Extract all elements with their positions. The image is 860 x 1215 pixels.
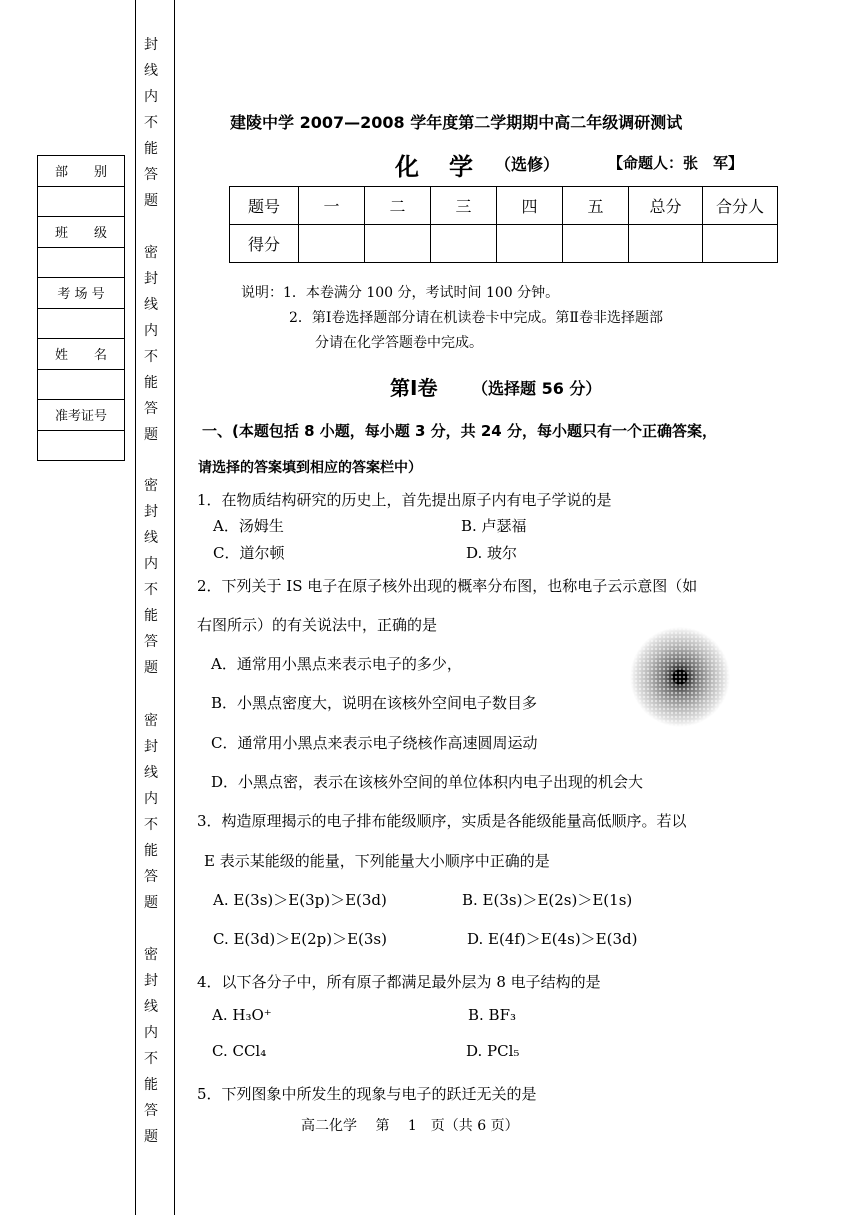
score-header-cell: 四 <box>497 187 563 225</box>
note-line-3: 分请在化学答题卷中完成。 <box>315 335 483 351</box>
seal-character: 答 <box>144 167 158 183</box>
question-3-stem-line-2: E 表示某能级的能量，下列能量大小顺序中正确的是 <box>204 852 550 870</box>
question-4-option-d: D. PCl₅ <box>466 1042 520 1060</box>
score-cell[interactable] <box>703 225 778 263</box>
seal-character: 封 <box>144 973 158 989</box>
seal-character: 密 <box>144 245 158 261</box>
score-cell[interactable] <box>629 225 703 263</box>
seal-character: 能 <box>144 843 158 859</box>
seal-character: 不 <box>144 1051 158 1067</box>
score-row-label: 得分 <box>230 225 299 263</box>
score-cell[interactable] <box>431 225 497 263</box>
section-instruction-1: 一、(本题包括 8 小题，每小题 3 分，共 24 分，每小题只有一个正确答案， <box>202 422 717 440</box>
question-1-stem: 1．在物质结构研究的历史上，首先提出原子内有电子学说的是 <box>197 491 612 509</box>
seal-character: 答 <box>144 1103 158 1119</box>
question-5-stem: 5．下列图象中所发生的现象与电子的跃迁无关的是 <box>197 1085 537 1103</box>
score-header-cell: 合分人 <box>703 187 778 225</box>
seal-character: 线 <box>144 765 158 781</box>
page-footer: 高二化学 第 1 页（共 6 页） <box>301 1118 519 1134</box>
score-cell[interactable] <box>299 225 365 263</box>
score-header-cell: 三 <box>431 187 497 225</box>
score-header-cell: 五 <box>563 187 629 225</box>
score-cell[interactable] <box>365 225 431 263</box>
question-1-option-d: D. 玻尔 <box>466 544 518 562</box>
seal-character: 能 <box>144 608 158 624</box>
seal-character: 题 <box>144 427 158 443</box>
info-field-admission-number[interactable] <box>38 430 125 461</box>
info-label-exam-room: 考 场 号 <box>38 278 125 309</box>
seal-character: 题 <box>144 660 158 676</box>
info-label-department: 部 别 <box>38 156 125 187</box>
subject-title: 化学 <box>395 153 503 181</box>
note-line-2: 2．第Ⅰ卷选择题部分请在机读卷卡中完成。第Ⅱ卷非选择题部 <box>289 310 663 326</box>
question-4-option-b: B. BF₃ <box>468 1006 517 1024</box>
score-cell[interactable] <box>563 225 629 263</box>
info-label-class: 班 级 <box>38 217 125 248</box>
seal-character: 答 <box>144 401 158 417</box>
score-header-row <box>230 187 778 225</box>
question-1-option-b: B. 卢瑟福 <box>461 517 527 535</box>
seal-character: 封 <box>144 271 158 287</box>
seal-character: 能 <box>144 141 158 157</box>
electron-cloud-image <box>630 627 730 727</box>
question-2-option-d: D．小黑点密，表示在该核外空间的单位体积内电子出现的机会大 <box>211 773 644 791</box>
seal-character: 不 <box>144 349 158 365</box>
section-title-note: （选择题 56 分） <box>472 379 602 398</box>
question-4-option-c: C. CCl₄ <box>212 1042 267 1060</box>
section-title: 第Ⅰ卷 <box>390 376 438 400</box>
seal-character: 题 <box>144 193 158 209</box>
author-line: 【命题人：张 军】 <box>608 154 744 172</box>
seal-character: 内 <box>144 323 158 339</box>
info-field-name[interactable] <box>38 369 125 400</box>
score-cell[interactable] <box>497 225 563 263</box>
question-1-option-a: A．汤姆生 <box>213 517 284 535</box>
seal-character: 密 <box>144 478 158 494</box>
seal-text-4 <box>140 708 162 916</box>
seal-character: 线 <box>144 999 158 1015</box>
seal-character: 封 <box>144 504 158 520</box>
question-3-stem-line-1: 3．构造原理揭示的电子排布能级顺序，实质是各能级能量高低顺序。若以 <box>197 812 687 830</box>
info-label-admission-number: 准考证号 <box>38 400 125 431</box>
seal-text-3 <box>140 473 162 681</box>
section-instruction-2: 请选择的答案填到相应的答案栏中） <box>198 460 422 476</box>
info-field-exam-room[interactable] <box>38 308 125 339</box>
seal-character: 答 <box>144 869 158 885</box>
question-3-option-c: C. E(3d)＞E(2p)＞E(3s) <box>213 930 387 948</box>
candidate-info-table <box>37 155 125 461</box>
question-3-option-a: A. E(3s)＞E(3p)＞E(3d) <box>213 891 387 909</box>
seal-character: 密 <box>144 947 158 963</box>
seal-character: 线 <box>144 297 158 313</box>
seal-character: 线 <box>144 63 158 79</box>
score-table <box>229 186 778 263</box>
info-label-name: 姓 名 <box>38 339 125 370</box>
seal-text-2 <box>140 240 162 448</box>
score-header-cell: 一 <box>299 187 365 225</box>
subject-note: （选修） <box>495 155 560 174</box>
question-2-option-c: C．通常用小黑点来表示电子绕核作高速圆周运动 <box>211 734 538 752</box>
seal-character: 不 <box>144 115 158 131</box>
question-4-option-a: A. H₃O⁺ <box>212 1006 272 1024</box>
score-entry-row <box>230 225 778 263</box>
question-2-option-a: A．通常用小黑点来表示电子的多少， <box>211 655 462 673</box>
seal-character: 能 <box>144 1077 158 1093</box>
seal-character: 封 <box>144 37 158 53</box>
seal-character: 内 <box>144 791 158 807</box>
seal-character: 题 <box>144 895 158 911</box>
seal-character: 内 <box>144 89 158 105</box>
seal-text-1 <box>140 32 162 214</box>
score-header-cell: 二 <box>365 187 431 225</box>
seal-character: 答 <box>144 634 158 650</box>
question-2-stem-line-1: 2．下列关于 IS 电子在原子核外出现的概率分布图，也称电子云示意图（如 <box>197 577 698 595</box>
question-2-stem-line-2: 右图所示）的有关说法中，正确的是 <box>197 616 438 634</box>
exam-title: 建陵中学 2007—2008 学年度第二学期期中高二年级调研测试 <box>230 113 683 132</box>
seal-character: 不 <box>144 817 158 833</box>
info-field-class[interactable] <box>38 247 125 278</box>
seal-character: 线 <box>144 530 158 546</box>
info-field-department[interactable] <box>38 186 125 217</box>
seal-character: 题 <box>144 1129 158 1145</box>
score-header-cell: 总分 <box>629 187 703 225</box>
question-3-option-d: D. E(4f)＞E(4s)＞E(3d) <box>467 930 638 948</box>
seal-character: 密 <box>144 713 158 729</box>
note-line-1: 说明：1．本卷满分 100 分，考试时间 100 分钟。 <box>241 285 560 301</box>
question-3-option-b: B. E(3s)＞E(2s)＞E(1s) <box>462 891 633 909</box>
seal-character: 不 <box>144 582 158 598</box>
seal-character: 封 <box>144 739 158 755</box>
seal-character: 内 <box>144 1025 158 1041</box>
seal-text-5 <box>140 942 162 1150</box>
seal-character: 内 <box>144 556 158 572</box>
score-header-cell: 题号 <box>230 187 299 225</box>
binding-line-left <box>135 0 136 1215</box>
binding-line-right <box>174 0 175 1215</box>
question-4-stem: 4．以下各分子中，所有原子都满足最外层为 8 电子结构的是 <box>197 973 601 991</box>
question-2-option-b: B．小黑点密度大，说明在该核外空间电子数目多 <box>211 694 538 712</box>
question-1-option-c: C．道尔顿 <box>213 544 285 562</box>
seal-character: 能 <box>144 375 158 391</box>
